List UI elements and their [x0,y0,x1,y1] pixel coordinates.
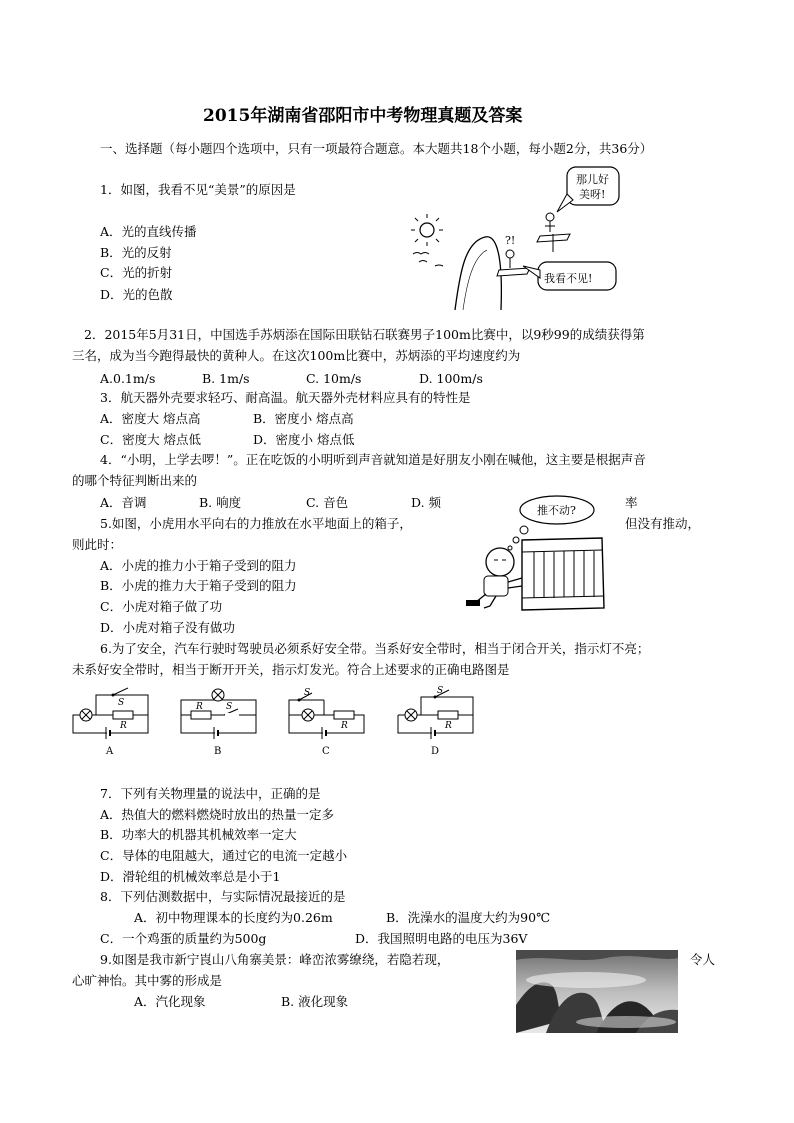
circuit-c-switch-label: S [304,688,311,698]
circuit-c [284,685,374,757]
circuit-b-r-label: R [196,702,203,712]
q1-qmarks: ?! [505,234,516,247]
q4-option-a: A．音调 [100,495,147,510]
circuit-d-switch-label: S [437,686,444,696]
q9-option-a: A．汽化现象 [134,994,206,1009]
q7-option-c: C．导体的电阻越大，通过它的电流一定越小 [100,848,348,863]
q3-stem: 3．航天器外壳要求轻巧、耐高温。航天器外壳材料应具有的特性是 [100,390,471,405]
q1-bubble-top-1: 那儿好 [576,173,609,186]
q9-line1a: 9.如图是我市新宁崀山八角寨美景：峰峦浓雾缭绕，若隐若现， [100,952,450,967]
q5-line1b: 但没有推动， [625,516,701,531]
circuit-b-switch-label: S [226,702,233,712]
q7-stem: 7．下列有关物理量的说法中，正确的是 [100,786,321,801]
q4-option-d-tail: 率 [625,495,638,510]
q1-option-d: D．光的色散 [100,287,173,302]
q8-option-d: D．我国照明电路的电压为36V [355,931,528,946]
q5-option-b: B．小虎的推力大于箱子受到的阻力 [100,578,297,593]
q1-stem: 1．如图，我看不见“美景”的原因是 [100,182,296,197]
circuit-b [176,685,266,757]
q5-line1a: 5.如图，小虎用水平向右的力推放在水平地面上的箱子， [100,516,412,531]
q8-option-a: A．初中物理课本的长度约为0.26m [134,910,333,925]
q4-option-c: C. 音色 [306,495,349,510]
q1-figure [405,162,630,312]
q8-option-c: C．一个鸡蛋的质量约为500g [100,931,267,946]
q7-option-a: A．热值大的燃料燃烧时放出的热量一定多 [100,807,335,822]
q3-option-b: B．密度小 熔点高 [253,411,354,426]
q1-option-c: C．光的折射 [100,265,173,280]
circuit-a-label: A [106,746,114,757]
q8-option-b: B．洗澡水的温度大约为90℃ [386,910,551,925]
q7-option-d: D．滑轮组的机械效率总是小于1 [100,869,281,884]
q6-line2: 未系好安全带时，相当于断开开关，指示灯发光。符合上述要求的正确电路图是 [72,662,510,677]
q9-line1b: 令人 [690,952,716,967]
q2-option-c: C. 10m/s [306,371,362,386]
q1-option-b: B．光的反射 [100,245,172,260]
circuit-c-r-label: R [341,721,348,731]
q5-option-c: C．小虎对箱子做了功 [100,599,223,614]
q9-option-b: B. 液化现象 [281,994,349,1009]
q2-option-a: A.0.1m/s [100,371,156,386]
section-heading: 一、选择题（每小题四个选项中，只有一项最符合题意。本大题共18个小题，每小题2分，共36分） [100,141,653,156]
q3-option-c: C．密度大 熔点低 [100,432,202,447]
q5-thought: 推不动? [537,504,576,517]
q7-option-b: B．功率大的机器其机械效率一定大 [100,827,297,842]
q4-option-b: B. 响度 [199,495,242,510]
q3-option-d: D．密度小 熔点低 [253,432,355,447]
q4-option-d: D. 频 [411,495,442,510]
q1-bubble-bottom: 我看不见! [544,272,593,285]
circuit-d-r-label: R [445,721,452,731]
q5-figure [462,490,612,615]
q1-option-a: A．光的直线传播 [100,224,197,239]
q5-option-a: A．小虎的推力小于箱子受到的阻力 [100,558,297,573]
circuit-d [393,685,483,757]
q6-line1: 6.为了安全，汽车行驶时驾驶员必须系好安全带。当系好安全带时，相当于闭合开关，指示灯不亮； [100,641,650,656]
circuit-c-label: C [322,746,330,757]
q8-stem: 8．下列估测数据中，与实际情况最接近的是 [100,889,346,904]
q2-option-d: D. 100m/s [419,371,483,386]
q2-line2: 三名，成为当今跑得最快的黄种人。在这次100m比赛中，苏炳添的平均速度约为 [72,348,521,363]
q9-mountain-photo [516,950,678,1033]
circuit-a-r-label: R [120,721,127,731]
circuit-a-switch-label: S [118,698,125,708]
q5-option-d: D．小虎对箱子没有做功 [100,620,236,635]
circuit-a [68,685,158,757]
q2-line1: 2．2015年5月31日，中国选手苏炳添在国际田联钻石联赛男子100m比赛中，以9秒99的成绩获得第 [84,327,645,342]
q9-line2: 心旷神怡。其中雾的形成是 [72,973,223,988]
q1-bubble-top-2: 美呀! [579,188,606,201]
q4-line1: 4．“小明，上学去啰！”。正在吃饭的小明听到声音就知道是好朋友小刚在喊他，这主要是根据声音 [100,452,646,467]
q2-option-b: B. 1m/s [202,371,250,386]
circuit-b-label: B [214,746,222,757]
q3-option-a: A．密度大 熔点高 [100,411,201,426]
q5-line2: 则此时： [72,537,123,552]
circuit-d-label: D [431,746,440,757]
page-title: 2015年湖南省邵阳市中考物理真题及答案 [203,106,523,126]
q4-line2: 的哪个特征判断出来的 [72,473,198,488]
